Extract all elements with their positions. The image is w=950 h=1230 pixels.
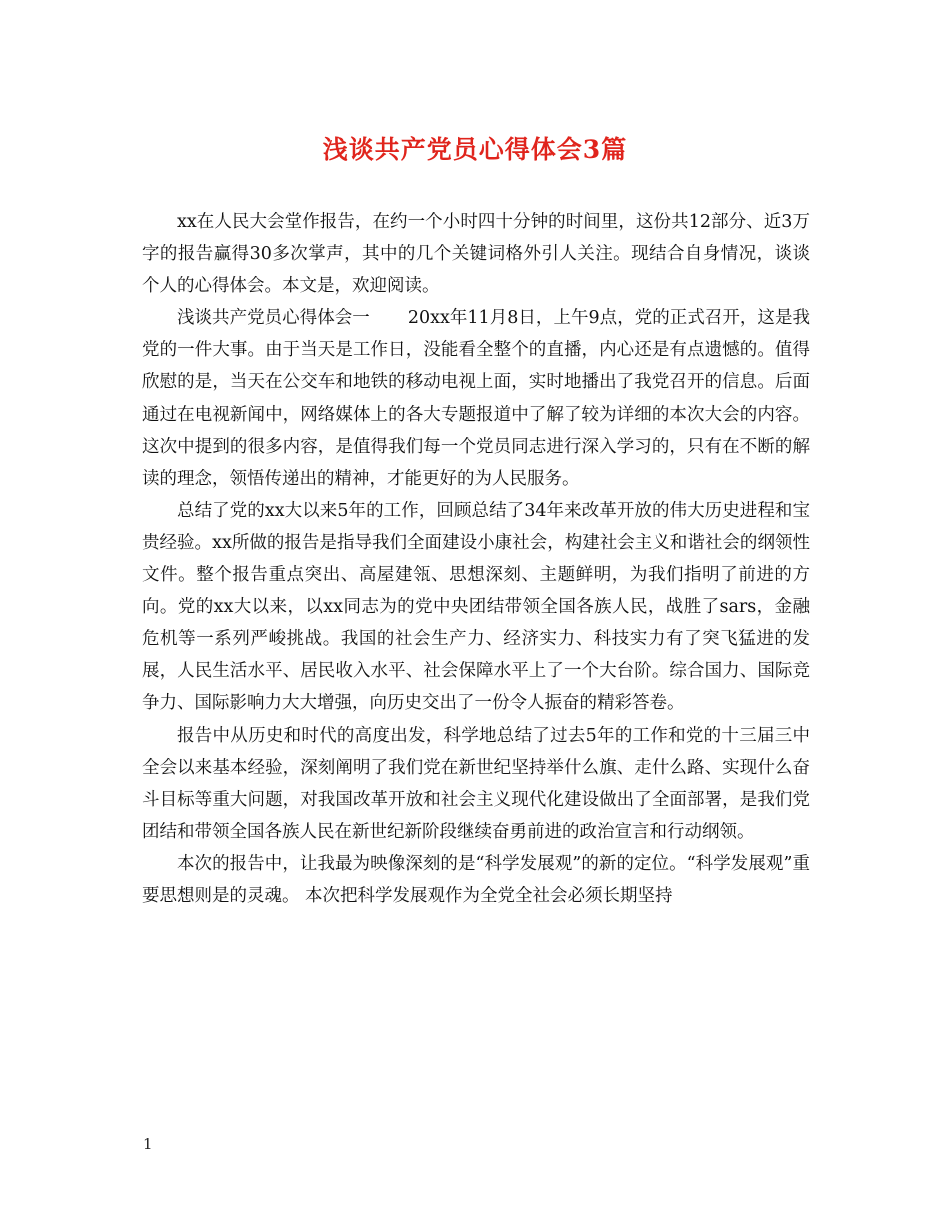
paragraph-text: 总结了党的xx大以来5年的工作，回顾总结了34年来改革开放的伟大历史进程和宝贵经验。xx所做的报告是指导我们全面建设小康社会，构建社会主义和谐社会的纲领性文件。整个报告重点突出、高屋建瓴、思想深刻、主题鲜明，为我们指明了前进的方向。党的xx大以来，以xx同志为的党中央团结带领全国各族人民，战胜了sars，金融危机等一系列严峻挑战。我国的社会生产力、经济实力、科技实力有了突飞猛进的发展，人民生活水平、居民收入水平、社会保障水平上了一个大台阶。综合国力、国际竞争力、国际影响力大大增强，向历史交出了一份令人振奋的精彩答卷。 [142, 500, 810, 714]
page-number: 1 [143, 1135, 153, 1153]
paragraph-summary [142, 495, 810, 720]
paragraph-text: 报告中从历史和时代的高度出发，科学地总结了过去5年的工作和党的十三届三中全会以来基本经验，深刻阐明了我们党在新世纪坚持举什么旗、走什么路、实现什么奋斗目标等重大问题，对我国改革开放和社会主义现代化建设做出了全面部署，是我们党团结和带领全国各族人民在新世纪新阶段继续奋勇前进的政治宣言和行动纲领。 [142, 725, 810, 842]
paragraph-report [142, 720, 810, 848]
document-body [142, 206, 810, 912]
paragraph-intro [142, 206, 810, 302]
section-heading: 浅谈共产党员心得体会一 [177, 308, 370, 329]
paragraph-text: 本次的报告中，让我最为映像深刻的是“科学发展观”的新的定位。“科学发展观”重要思想则是的灵魂。 本次把科学发展观作为全党全社会必须长期坚持 [142, 853, 810, 906]
paragraph-text: 20xx年11月8日，上午9点，党的正式召开，这是我党的一件大事。由于当天是工作日，没能看全整个的直播，内心还是有点遗憾的。值得欣慰的是，当天在公交车和地铁的移动电视上面，实时地播出了我党召开的信息。后面通过在电视新闻中，网络媒体上的各大专题报道中了解了较为详细的本次大会的内容。这次中提到的很多内容，是值得我们每一个党员同志进行深入学习的，只有在不断的解读的理念，领悟传递出的精神，才能更好的为人民服务。 [142, 308, 810, 489]
paragraph-text: xx在人民大会堂作报告，在约一个小时四十分钟的时间里，这份共12部分、近3万字的报告赢得30多次掌声，其中的几个关键词格外引人关注。现结合自身情况，谈谈个人的心得体会。本文是，欢迎阅读。 [142, 212, 810, 297]
paragraph-scientific-outlook [142, 848, 810, 912]
paragraph-section-one [142, 302, 810, 495]
document-title: 浅谈共产党员心得体会3篇 [322, 135, 628, 164]
